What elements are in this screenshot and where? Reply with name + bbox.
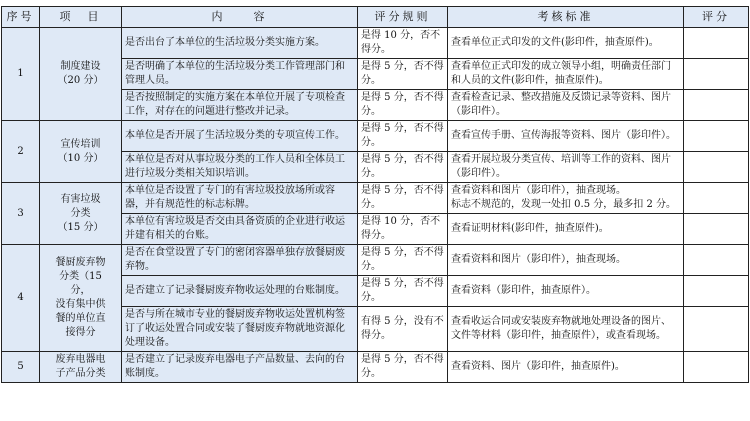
rule-cell: 是得 5 分，否不得分。 (358, 152, 448, 183)
content-cell: 是否出台了本单位的生活垃圾分类实施方案。 (122, 28, 358, 59)
header-rule: 评分规则 (358, 7, 448, 28)
item-cell: 制度建设 （20 分） (40, 28, 122, 121)
table-row (2, 245, 749, 276)
table-row (2, 28, 749, 59)
standard-cell: 查看资料和图片（影印件），抽查现场。 标志不规范的，发现一处扣 0.5 分，最多扣 2 分。 (448, 183, 684, 214)
rule-cell: 是得 10 分，否不得分。 (358, 28, 448, 59)
standard-cell: 查看收运合同或安装废弃物就地处理设备的图片、文件等材料（影印件，抽查原件），或查看现场。 (448, 307, 684, 352)
table-row (2, 121, 749, 152)
score-cell (684, 59, 749, 90)
rule-cell: 是得 5 分，否不得分。 (358, 352, 448, 383)
item-cell: 宣传培训 （10 分） (40, 121, 122, 183)
content-cell: 是否建立了记录废弃电器电子产品数量、去向的台账制度。 (122, 352, 358, 383)
header-seq: 序号 (2, 7, 40, 28)
content-cell: 本单位是否设置了专门的有害垃圾投放场所或容器，并有规范性的标志标牌。 (122, 183, 358, 214)
score-cell (684, 214, 749, 245)
rule-cell: 是得 10 分，否不得分。 (358, 214, 448, 245)
content-cell: 本单位有害垃圾是否交由具备资质的企业进行收运并建有相关的台账。 (122, 214, 358, 245)
standard-cell: 查看单位正式印发的成立领导小组，明确责任部门和人员的文件(影印件，抽查原件)。 (448, 59, 684, 90)
score-cell (684, 28, 749, 59)
item-cell: 废弃电器电 子产品分类 (40, 352, 122, 383)
header-item: 项 目 (40, 7, 122, 28)
content-cell: 是否按照制定的实施方案在本单位开展了专项检查工作，对存在的问题进行整改并记录。 (122, 90, 358, 121)
header-content: 内 容 (122, 7, 358, 28)
score-cell (684, 245, 749, 276)
standard-cell: 查看检查记录、整改措施及反馈记录等资料、图片（影印件）。 (448, 90, 684, 121)
content-cell: 是否建立了记录餐厨废弃物收运处理的台账制度。 (122, 276, 358, 307)
header-row (2, 7, 749, 28)
rule-cell: 有得 5 分，没有不得分。 (358, 307, 448, 352)
item-cell: 有害垃圾 分类 （15 分） (40, 183, 122, 245)
content-cell: 本单位是否对从事垃圾分类的工作人员和全体员工进行垃圾分类相关知识培训。 (122, 152, 358, 183)
header-score: 评分 (684, 7, 749, 28)
rule-cell: 是得 5 分，否不得分。 (358, 90, 448, 121)
score-cell (684, 307, 749, 352)
rule-cell: 是得 5 分，否不得分。 (358, 245, 448, 276)
content-cell: 是否与所在城市专业的餐厨废弃物收运处置机构签订了收运处置合同或安装了餐厨废弃物就地资源化处理设备。 (122, 307, 358, 352)
seq-cell: 5 (2, 352, 40, 383)
standard-cell: 查看资料（影印件，抽查原件）。 (448, 276, 684, 307)
standard-cell: 查看宣传手册、宣传海报等资料、图片（影印件）。 (448, 121, 684, 152)
score-cell (684, 276, 749, 307)
standard-cell: 查看资料、图片（影印件，抽查原件)。 (448, 352, 684, 383)
table-row (2, 183, 749, 214)
rule-cell: 是得 5 分，否不得分。 (358, 276, 448, 307)
standard-cell: 查看证明材料(影印件，抽查原件)。 (448, 214, 684, 245)
seq-cell: 1 (2, 28, 40, 121)
standard-cell: 查看单位正式印发的文件(影印件，抽查原件)。 (448, 28, 684, 59)
rule-cell: 是得 5 分，否不得分。 (358, 59, 448, 90)
table-row (2, 352, 749, 383)
content-cell: 是否明确了本单位的生活垃圾分类工作管理部门和管理人员。 (122, 59, 358, 90)
score-cell (684, 183, 749, 214)
score-cell (684, 152, 749, 183)
rule-cell: 是得 5 分，否不得分。 (358, 121, 448, 152)
table-body (2, 28, 749, 383)
assessment-table (1, 6, 749, 383)
seq-cell: 4 (2, 245, 40, 352)
score-cell (684, 352, 749, 383)
seq-cell: 3 (2, 183, 40, 245)
header-standard: 考核标准 (448, 7, 684, 28)
content-cell: 是否在食堂设置了专门的密闭容器单独存放餐厨废弃物。 (122, 245, 358, 276)
score-cell (684, 121, 749, 152)
score-cell (684, 90, 749, 121)
content-cell: 本单位是否开展了生活垃圾分类的专项宣传工作。 (122, 121, 358, 152)
standard-cell: 查看开展垃圾分类宣传、培训等工作的资料、图片（影印件）。 (448, 152, 684, 183)
standard-cell: 查看资料和图片（影印件），抽查现场。 (448, 245, 684, 276)
seq-cell: 2 (2, 121, 40, 183)
item-cell: 餐厨废弃物 分类（15 分， 没有集中供 餐的单位直 接得分 (40, 245, 122, 352)
rule-cell: 是得 5 分，否不得分。 (358, 183, 448, 214)
